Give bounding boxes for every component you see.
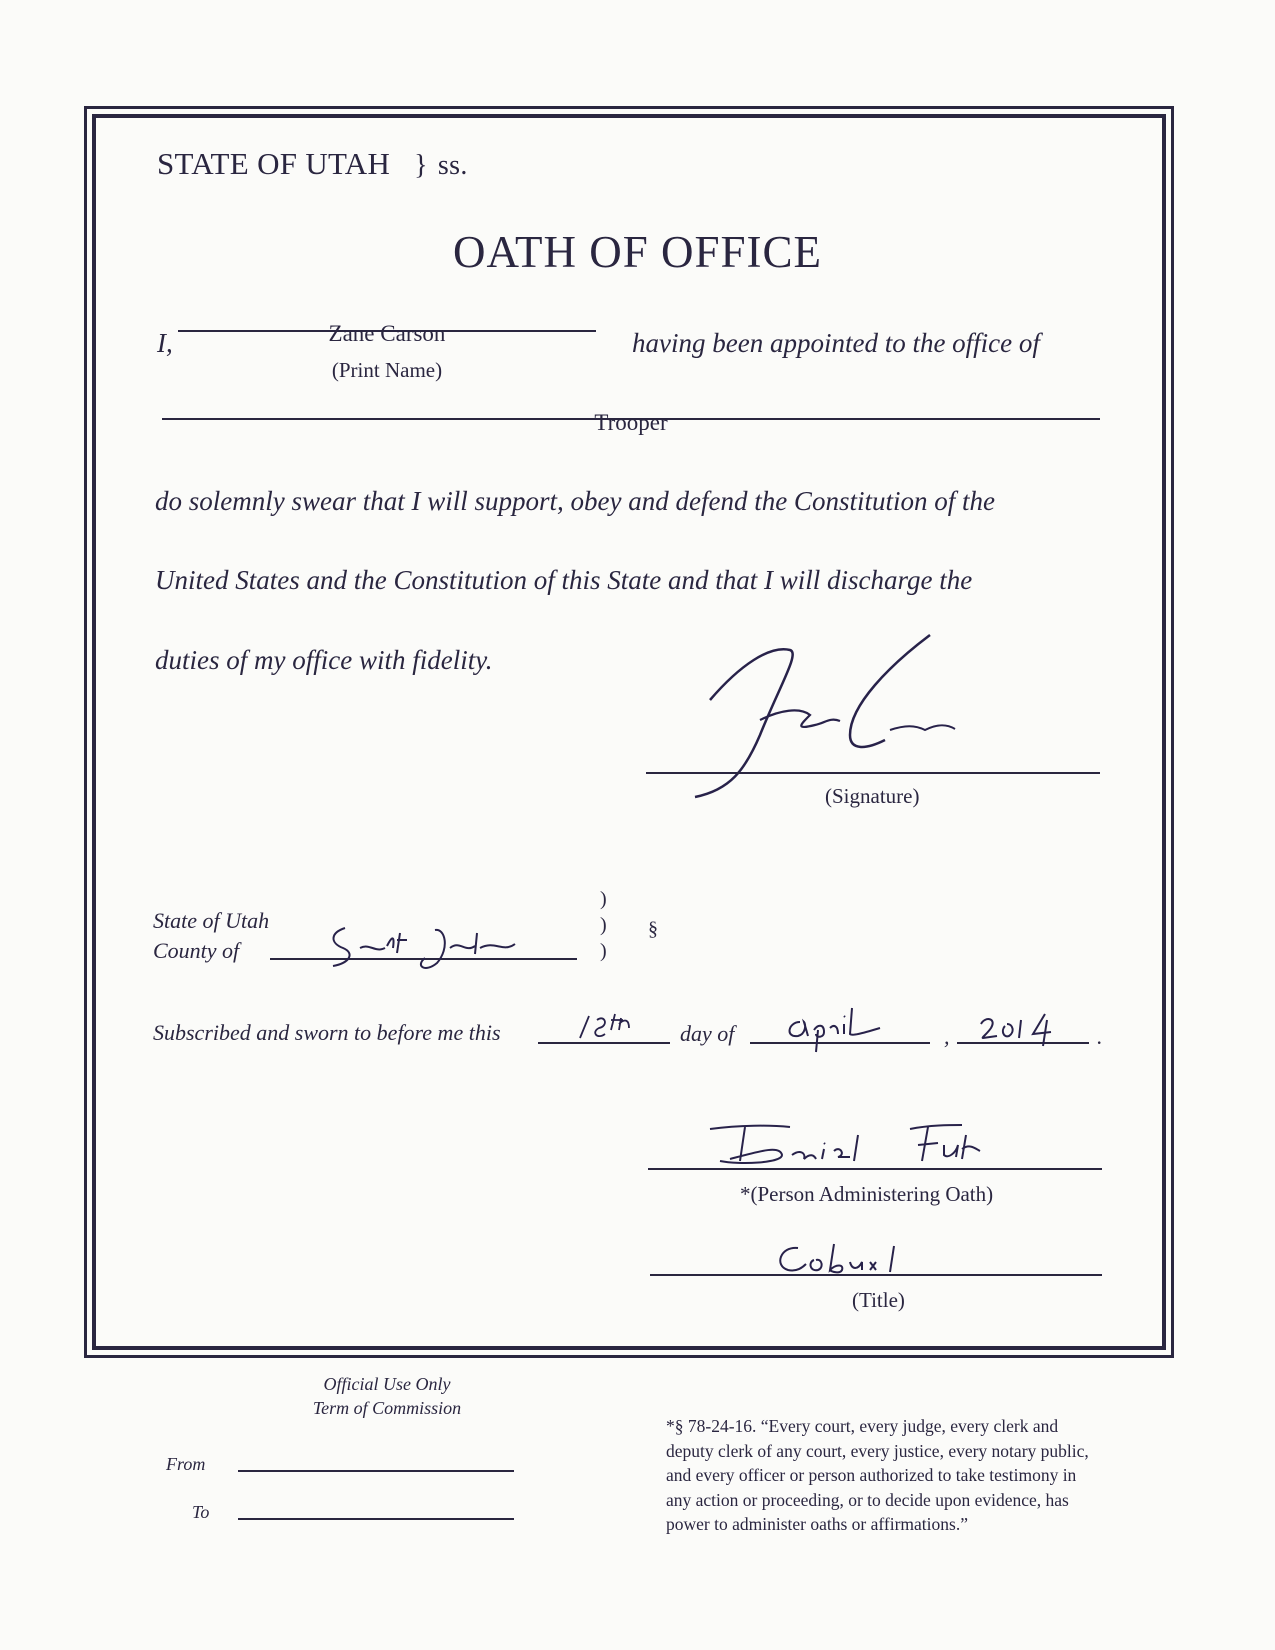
oath-intro: I, xyxy=(157,328,173,358)
ss-label: ss. xyxy=(437,150,468,181)
statute-footnote xyxy=(666,1414,1186,1537)
state-name: STATE OF UTAH xyxy=(157,146,391,181)
from-line xyxy=(238,1470,514,1472)
office-value: Trooper xyxy=(594,410,668,435)
to-line xyxy=(238,1518,514,1520)
day-handwriting xyxy=(575,1008,645,1044)
officer-signature xyxy=(690,625,1000,805)
brace: } xyxy=(414,150,428,181)
venue-state-label: State of Utah xyxy=(153,908,270,933)
administrator-label: *(Person Administering Oath) xyxy=(740,1182,994,1206)
venue-paren-1: ) xyxy=(600,888,607,910)
state-heading xyxy=(157,146,468,182)
administrator-line xyxy=(648,1168,1102,1170)
month-handwriting xyxy=(780,1000,900,1055)
official-use-heading: Official Use Only xyxy=(323,1374,451,1394)
administrator-signature xyxy=(700,1115,1020,1175)
footnote-line-3: and every officer or person authorized to take testimony in xyxy=(666,1465,1077,1485)
signature-label: (Signature) xyxy=(825,784,920,808)
venue-county-label: County of xyxy=(153,938,240,963)
title-line xyxy=(650,1274,1102,1276)
sworn-day-of: day of xyxy=(680,1021,735,1046)
venue-paren-3: ) xyxy=(600,940,607,962)
document-title: OATH OF OFFICE xyxy=(452,227,823,277)
footnote-line-2: deputy clerk of any court, every justice, every notary public, xyxy=(666,1440,1089,1461)
signature-line xyxy=(646,772,1100,774)
oath-line-3: duties of my office with fidelity. xyxy=(155,645,493,675)
section-symbol: § xyxy=(648,918,658,940)
sworn-comma: , xyxy=(944,1024,950,1049)
name-value: Zane Carson xyxy=(328,321,446,346)
sworn-prefix: Subscribed and sworn to before me this xyxy=(153,1020,501,1045)
year-handwriting xyxy=(975,1010,1075,1048)
county-handwriting xyxy=(325,918,525,973)
appointed-text: having been appointed to the office of xyxy=(632,328,1040,358)
title-label: (Title) xyxy=(852,1288,905,1312)
from-label: From xyxy=(166,1454,206,1474)
footnote-line-5: power to administer oaths or affirmations.” xyxy=(666,1514,968,1534)
to-label: To xyxy=(192,1502,210,1522)
name-label: (Print Name) xyxy=(331,358,443,382)
sworn-period: . xyxy=(1097,1024,1103,1049)
oath-line-1: do solemnly swear that I will support, obey and defend the Constitution of the xyxy=(155,486,995,516)
venue-paren-2: ) xyxy=(600,914,607,936)
footnote-line-1: *§ 78-24-16. “Every court, every judge, every clerk and xyxy=(666,1416,1059,1436)
oath-line-2: United States and the Constitution of this State and that I will discharge the xyxy=(155,565,973,595)
footnote-line-4: any action or proceeding, or to decide upon evidence, has xyxy=(666,1489,1069,1510)
term-of-commission-heading: Term of Commission xyxy=(312,1398,462,1418)
